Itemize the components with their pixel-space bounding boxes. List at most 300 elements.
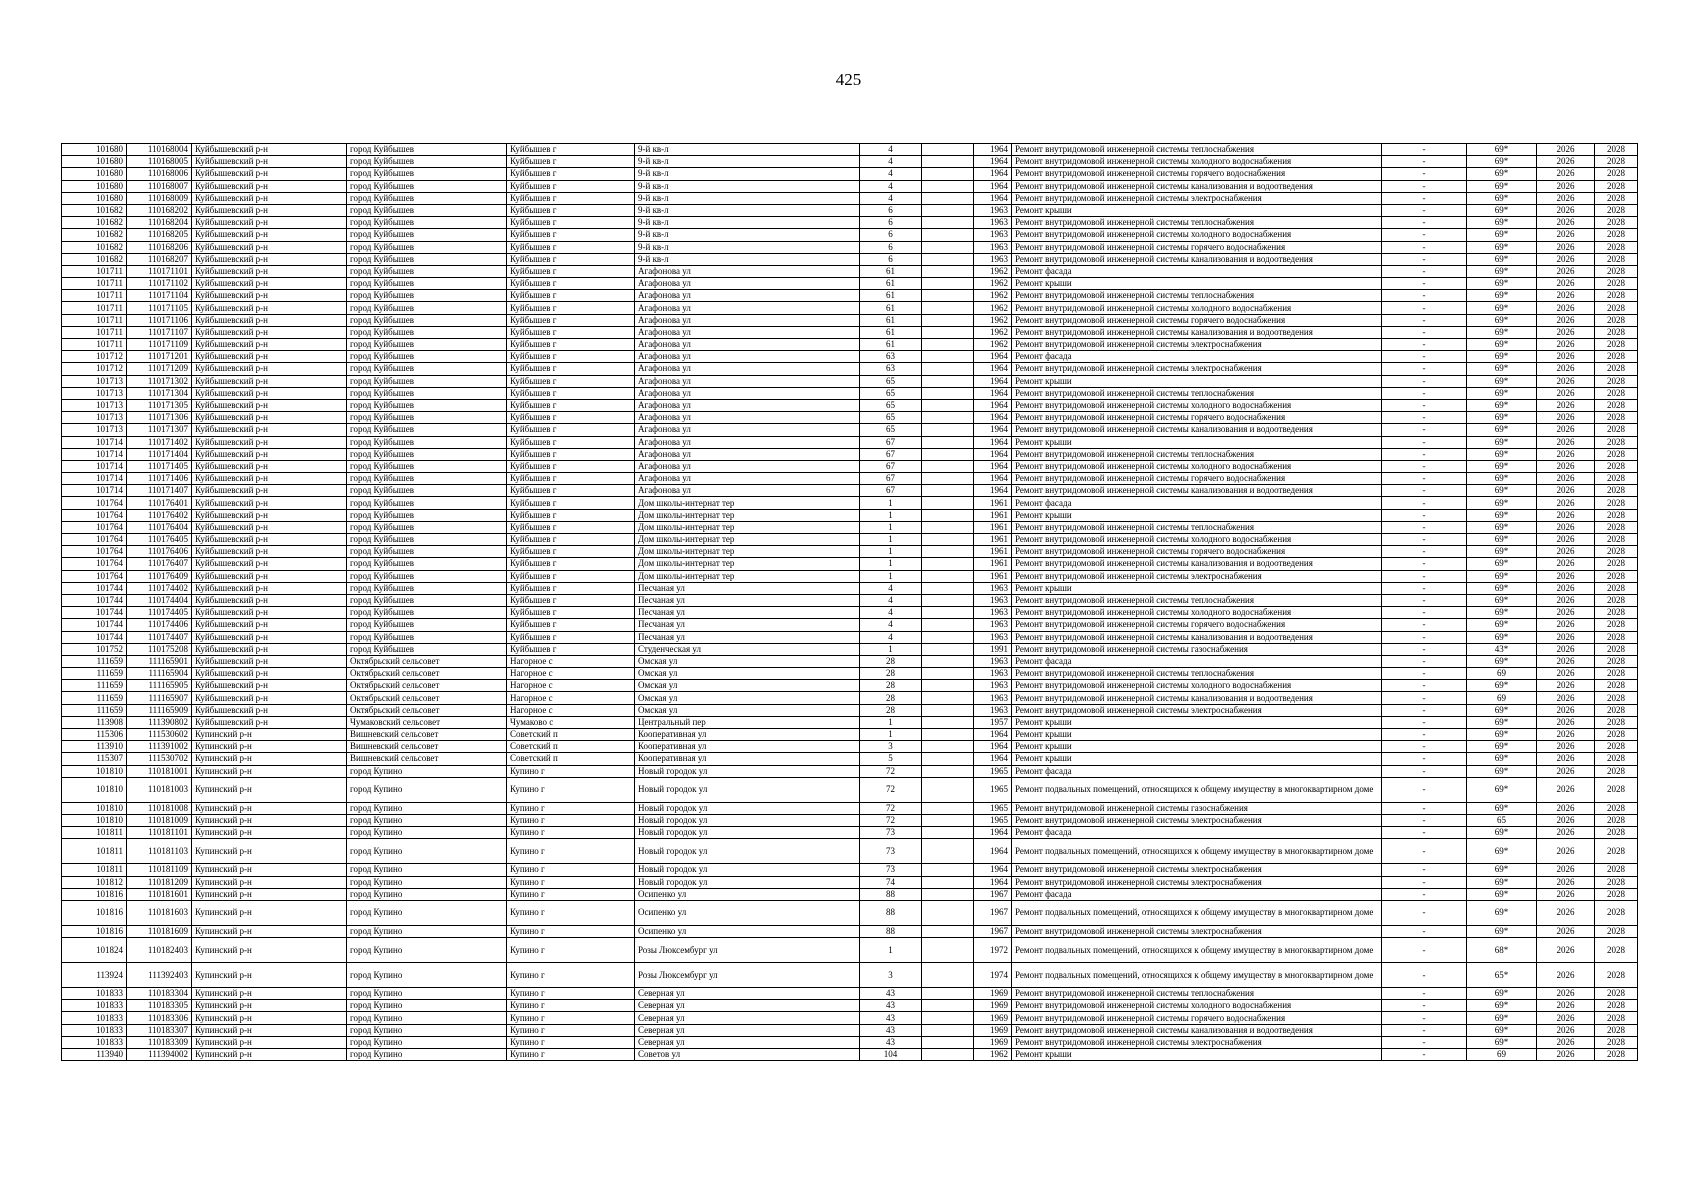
cell-plan-end-year: 2028 <box>1595 314 1638 326</box>
cell-house-number: 65 <box>860 399 922 411</box>
cell-street: Новый городок ул <box>635 765 860 777</box>
cell-year-built: 1961 <box>974 534 1012 546</box>
cell-year-built: 1961 <box>974 570 1012 582</box>
cell-wear-percent: 69* <box>1467 265 1537 277</box>
cell-municipality: Октябрьский сельсовет <box>347 680 507 692</box>
table-row <box>62 168 1638 180</box>
cell-settlement: Чумаково с <box>507 716 635 728</box>
cell-floor-area: - <box>1382 582 1467 594</box>
cell-plan-end-year: 2028 <box>1595 631 1638 643</box>
cell-plan-start-year: 2026 <box>1537 814 1595 826</box>
cell-work-type: Ремонт внутридомовой инженерной системы канализования и водоотведения <box>1012 424 1382 436</box>
cell-year-built: 1963 <box>974 204 1012 216</box>
cell-year-built: 1991 <box>974 643 1012 655</box>
cell-street: Осипенко ул <box>635 925 860 937</box>
table-row <box>62 963 1638 988</box>
cell-building <box>922 485 974 497</box>
cell-house-id: 101682 <box>62 204 127 216</box>
cell-year-built: 1965 <box>974 765 1012 777</box>
cell-settlement: Куйбышев г <box>507 509 635 521</box>
cell-wear-percent: 69* <box>1467 570 1537 582</box>
cell-district: Купинский р-н <box>192 802 347 814</box>
table-row <box>62 692 1638 704</box>
cell-year-built: 1969 <box>974 988 1012 1000</box>
cell-plan-end-year: 2028 <box>1595 375 1638 387</box>
cell-district: Купинский р-н <box>192 839 347 864</box>
cell-plan-start-year: 2026 <box>1537 265 1595 277</box>
cell-year-built: 1963 <box>974 680 1012 692</box>
cell-plan-end-year: 2028 <box>1595 253 1638 265</box>
cell-settlement: Куйбышев г <box>507 314 635 326</box>
cell-floor-area: - <box>1382 314 1467 326</box>
cell-plan-end-year: 2028 <box>1595 619 1638 631</box>
cell-work-type: Ремонт внутридомовой инженерной системы теплоснабжения <box>1012 448 1382 460</box>
table-row <box>62 351 1638 363</box>
cell-plan-start-year: 2026 <box>1537 424 1595 436</box>
cell-floor-area: - <box>1382 827 1467 839</box>
cell-work-id: 110168202 <box>127 204 192 216</box>
table-row <box>62 938 1638 963</box>
cell-work-type: Ремонт внутридомовой инженерной системы холодного водоснабжения <box>1012 534 1382 546</box>
cell-work-id: 110171106 <box>127 314 192 326</box>
cell-wear-percent: 69* <box>1467 741 1537 753</box>
cell-work-id: 110183309 <box>127 1036 192 1048</box>
cell-work-type: Ремонт внутридомовой инженерной системы канализования и водоотведения <box>1012 1024 1382 1036</box>
cell-district: Купинский р-н <box>192 1036 347 1048</box>
cell-work-id: 110168006 <box>127 168 192 180</box>
cell-work-id: 110183305 <box>127 1000 192 1012</box>
cell-plan-start-year: 2026 <box>1537 473 1595 485</box>
cell-plan-start-year: 2026 <box>1537 570 1595 582</box>
cell-floor-area: - <box>1382 1012 1467 1024</box>
cell-district: Куйбышевский р-н <box>192 180 347 192</box>
cell-municipality: город Куйбышев <box>347 582 507 594</box>
cell-settlement: Купино г <box>507 777 635 802</box>
cell-work-id: 110171302 <box>127 375 192 387</box>
cell-plan-start-year: 2026 <box>1537 217 1595 229</box>
table-row <box>62 278 1638 290</box>
cell-work-id: 110174405 <box>127 607 192 619</box>
cell-plan-start-year: 2026 <box>1537 888 1595 900</box>
cell-work-type: Ремонт внутридомовой инженерной системы электроснабжения <box>1012 864 1382 876</box>
cell-house-id: 101764 <box>62 570 127 582</box>
cell-work-id: 111165905 <box>127 680 192 692</box>
cell-house-number: 4 <box>860 582 922 594</box>
cell-house-number: 4 <box>860 594 922 606</box>
cell-work-id: 110181109 <box>127 864 192 876</box>
cell-municipality: город Купино <box>347 802 507 814</box>
cell-work-id: 110181101 <box>127 827 192 839</box>
cell-work-type: Ремонт фасада <box>1012 497 1382 509</box>
cell-plan-start-year: 2026 <box>1537 460 1595 472</box>
cell-wear-percent: 69* <box>1467 729 1537 741</box>
table-row <box>62 802 1638 814</box>
cell-building <box>922 339 974 351</box>
table-row <box>62 204 1638 216</box>
cell-floor-area: - <box>1382 180 1467 192</box>
cell-work-id: 110171402 <box>127 436 192 448</box>
cell-settlement: Нагорное с <box>507 668 635 680</box>
cell-wear-percent: 68* <box>1467 938 1537 963</box>
cell-plan-end-year: 2028 <box>1595 290 1638 302</box>
cell-house-id: 101711 <box>62 339 127 351</box>
cell-settlement: Куйбышев г <box>507 339 635 351</box>
cell-house-number: 4 <box>860 192 922 204</box>
cell-work-type: Ремонт внутридомовой инженерной системы холодного водоснабжения <box>1012 302 1382 314</box>
cell-house-id: 111659 <box>62 680 127 692</box>
cell-house-id: 111659 <box>62 692 127 704</box>
cell-house-id: 101682 <box>62 229 127 241</box>
cell-work-type: Ремонт внутридомовой инженерной системы холодного водоснабжения <box>1012 680 1382 692</box>
cell-plan-end-year: 2028 <box>1595 217 1638 229</box>
cell-year-built: 1962 <box>974 1049 1012 1061</box>
cell-plan-end-year: 2028 <box>1595 412 1638 424</box>
cell-work-id: 110171304 <box>127 387 192 399</box>
cell-building <box>922 963 974 988</box>
cell-plan-start-year: 2026 <box>1537 938 1595 963</box>
cell-building <box>922 777 974 802</box>
cell-plan-start-year: 2026 <box>1537 876 1595 888</box>
cell-house-number: 4 <box>860 156 922 168</box>
cell-year-built: 1963 <box>974 594 1012 606</box>
cell-building <box>922 424 974 436</box>
cell-work-type: Ремонт подвальных помещений, относящихся к общему имуществу в многоквартирном доме <box>1012 938 1382 963</box>
cell-plan-start-year: 2026 <box>1537 399 1595 411</box>
cell-year-built: 1957 <box>974 716 1012 728</box>
cell-year-built: 1969 <box>974 1036 1012 1048</box>
cell-building <box>922 278 974 290</box>
cell-floor-area: - <box>1382 876 1467 888</box>
cell-settlement: Советский п <box>507 729 635 741</box>
cell-building <box>922 534 974 546</box>
cell-district: Купинский р-н <box>192 988 347 1000</box>
cell-street: Центральный пер <box>635 716 860 728</box>
cell-house-number: 28 <box>860 680 922 692</box>
cell-plan-start-year: 2026 <box>1537 607 1595 619</box>
cell-plan-end-year: 2028 <box>1595 168 1638 180</box>
cell-floor-area: - <box>1382 814 1467 826</box>
cell-house-id: 113924 <box>62 963 127 988</box>
cell-wear-percent: 69* <box>1467 1012 1537 1024</box>
cell-work-id: 110176401 <box>127 497 192 509</box>
cell-street: Новый городок ул <box>635 827 860 839</box>
cell-settlement: Нагорное с <box>507 704 635 716</box>
cell-house-id: 101711 <box>62 326 127 338</box>
cell-work-id: 110168004 <box>127 144 192 156</box>
cell-street: 9-й кв-л <box>635 192 860 204</box>
cell-municipality: город Куйбышев <box>347 241 507 253</box>
cell-work-type: Ремонт внутридомовой инженерной системы холодного водоснабжения <box>1012 399 1382 411</box>
cell-plan-end-year: 2028 <box>1595 1012 1638 1024</box>
cell-building <box>922 314 974 326</box>
cell-work-id: 110171102 <box>127 278 192 290</box>
cell-settlement: Куйбышев г <box>507 144 635 156</box>
cell-settlement: Купино г <box>507 900 635 925</box>
cell-year-built: 1964 <box>974 156 1012 168</box>
cell-district: Куйбышевский р-н <box>192 156 347 168</box>
cell-municipality: город Куйбышев <box>347 387 507 399</box>
cell-house-number: 65 <box>860 375 922 387</box>
cell-street: Агафонова ул <box>635 473 860 485</box>
cell-plan-end-year: 2028 <box>1595 278 1638 290</box>
cell-plan-end-year: 2028 <box>1595 424 1638 436</box>
cell-plan-start-year: 2026 <box>1537 180 1595 192</box>
cell-work-type: Ремонт внутридомовой инженерной системы электроснабжения <box>1012 339 1382 351</box>
cell-floor-area: - <box>1382 802 1467 814</box>
cell-street: Агафонова ул <box>635 326 860 338</box>
cell-plan-start-year: 2026 <box>1537 655 1595 667</box>
cell-plan-end-year: 2028 <box>1595 399 1638 411</box>
table-row <box>62 314 1638 326</box>
cell-settlement: Советский п <box>507 753 635 765</box>
cell-municipality: город Куйбышев <box>347 546 507 558</box>
cell-house-number: 1 <box>860 643 922 655</box>
cell-work-id: 110182403 <box>127 938 192 963</box>
cell-building <box>922 814 974 826</box>
cell-street: Дом школы-интернат тер <box>635 570 860 582</box>
cell-building <box>922 473 974 485</box>
cell-plan-start-year: 2026 <box>1537 387 1595 399</box>
cell-floor-area: - <box>1382 607 1467 619</box>
table-row <box>62 509 1638 521</box>
cell-work-type: Ремонт внутридомовой инженерной системы теплоснабжения <box>1012 521 1382 533</box>
cell-house-id: 101810 <box>62 802 127 814</box>
cell-work-type: Ремонт фасада <box>1012 265 1382 277</box>
cell-floor-area: - <box>1382 631 1467 643</box>
cell-district: Купинский р-н <box>192 753 347 765</box>
cell-plan-end-year: 2028 <box>1595 570 1638 582</box>
cell-street: Новый городок ул <box>635 777 860 802</box>
cell-house-number: 6 <box>860 229 922 241</box>
cell-settlement: Куйбышев г <box>507 582 635 594</box>
cell-district: Куйбышевский р-н <box>192 302 347 314</box>
cell-wear-percent: 69* <box>1467 753 1537 765</box>
cell-house-number: 72 <box>860 777 922 802</box>
cell-street: Песчаная ул <box>635 619 860 631</box>
table-row <box>62 864 1638 876</box>
cell-municipality: город Куйбышев <box>347 339 507 351</box>
cell-municipality: город Куйбышев <box>347 497 507 509</box>
cell-year-built: 1963 <box>974 253 1012 265</box>
capital-repair-table <box>61 143 1638 1061</box>
cell-work-id: 110176405 <box>127 534 192 546</box>
cell-plan-end-year: 2028 <box>1595 692 1638 704</box>
cell-house-number: 6 <box>860 241 922 253</box>
cell-work-type: Ремонт внутридомовой инженерной системы горячего водоснабжения <box>1012 168 1382 180</box>
cell-work-id: 110176404 <box>127 521 192 533</box>
cell-plan-end-year: 2028 <box>1595 864 1638 876</box>
cell-settlement: Купино г <box>507 827 635 839</box>
cell-settlement: Куйбышев г <box>507 497 635 509</box>
cell-street: 9-й кв-л <box>635 156 860 168</box>
cell-work-type: Ремонт внутридомовой инженерной системы теплоснабжения <box>1012 988 1382 1000</box>
cell-wear-percent: 69* <box>1467 1000 1537 1012</box>
cell-plan-end-year: 2028 <box>1595 876 1638 888</box>
cell-district: Куйбышевский р-н <box>192 217 347 229</box>
cell-settlement: Куйбышев г <box>507 156 635 168</box>
cell-floor-area: - <box>1382 485 1467 497</box>
cell-floor-area: - <box>1382 387 1467 399</box>
cell-year-built: 1964 <box>974 473 1012 485</box>
cell-house-number: 28 <box>860 655 922 667</box>
cell-floor-area: - <box>1382 156 1467 168</box>
cell-plan-start-year: 2026 <box>1537 802 1595 814</box>
cell-district: Купинский р-н <box>192 814 347 826</box>
cell-municipality: город Куйбышев <box>347 534 507 546</box>
cell-house-id: 101682 <box>62 253 127 265</box>
cell-house-number: 67 <box>860 460 922 472</box>
cell-settlement: Куйбышев г <box>507 570 635 582</box>
cell-wear-percent: 69* <box>1467 339 1537 351</box>
cell-municipality: город Купино <box>347 876 507 888</box>
cell-work-type: Ремонт внутридомовой инженерной системы канализования и водоотведения <box>1012 692 1382 704</box>
cell-street: Северная ул <box>635 1024 860 1036</box>
cell-floor-area: - <box>1382 643 1467 655</box>
cell-street: 9-й кв-л <box>635 144 860 156</box>
cell-plan-start-year: 2026 <box>1537 302 1595 314</box>
cell-house-number: 61 <box>860 278 922 290</box>
cell-house-id: 113940 <box>62 1049 127 1061</box>
cell-year-built: 1965 <box>974 814 1012 826</box>
cell-settlement: Куйбышев г <box>507 217 635 229</box>
cell-house-id: 101811 <box>62 864 127 876</box>
cell-work-type: Ремонт внутридомовой инженерной системы канализования и водоотведения <box>1012 180 1382 192</box>
cell-street: Розы Люксембург ул <box>635 963 860 988</box>
cell-municipality: город Купино <box>347 988 507 1000</box>
cell-floor-area: - <box>1382 680 1467 692</box>
cell-plan-start-year: 2026 <box>1537 1024 1595 1036</box>
cell-building <box>922 253 974 265</box>
cell-building <box>922 387 974 399</box>
cell-plan-start-year: 2026 <box>1537 412 1595 424</box>
cell-year-built: 1964 <box>974 753 1012 765</box>
cell-wear-percent: 69* <box>1467 217 1537 229</box>
cell-street: 9-й кв-л <box>635 217 860 229</box>
cell-building <box>922 888 974 900</box>
cell-floor-area: - <box>1382 375 1467 387</box>
cell-street: Новый городок ул <box>635 876 860 888</box>
cell-building <box>922 546 974 558</box>
cell-wear-percent: 69* <box>1467 900 1537 925</box>
cell-settlement: Купино г <box>507 925 635 937</box>
cell-year-built: 1961 <box>974 497 1012 509</box>
cell-municipality: город Купино <box>347 814 507 826</box>
cell-settlement: Куйбышев г <box>507 229 635 241</box>
cell-district: Куйбышевский р-н <box>192 204 347 216</box>
cell-work-id: 110181001 <box>127 765 192 777</box>
cell-house-number: 43 <box>860 1012 922 1024</box>
cell-wear-percent: 69* <box>1467 253 1537 265</box>
cell-floor-area: - <box>1382 729 1467 741</box>
cell-house-id: 101764 <box>62 497 127 509</box>
cell-municipality: город Куйбышев <box>347 168 507 180</box>
cell-work-id: 110171201 <box>127 351 192 363</box>
cell-house-number: 3 <box>860 963 922 988</box>
cell-floor-area: - <box>1382 253 1467 265</box>
cell-district: Куйбышевский р-н <box>192 643 347 655</box>
cell-district: Куйбышевский р-н <box>192 168 347 180</box>
cell-work-type: Ремонт внутридомовой инженерной системы канализования и водоотведения <box>1012 326 1382 338</box>
cell-house-id: 101682 <box>62 241 127 253</box>
cell-municipality: город Купино <box>347 1024 507 1036</box>
cell-wear-percent: 69* <box>1467 558 1537 570</box>
cell-house-number: 43 <box>860 1036 922 1048</box>
cell-year-built: 1964 <box>974 827 1012 839</box>
cell-district: Куйбышевский р-н <box>192 558 347 570</box>
cell-house-number: 67 <box>860 473 922 485</box>
cell-year-built: 1964 <box>974 375 1012 387</box>
cell-floor-area: - <box>1382 1000 1467 1012</box>
cell-house-number: 88 <box>860 925 922 937</box>
cell-house-id: 101711 <box>62 302 127 314</box>
cell-year-built: 1964 <box>974 839 1012 864</box>
cell-work-id: 110171209 <box>127 363 192 375</box>
cell-district: Куйбышевский р-н <box>192 582 347 594</box>
cell-street: Песчаная ул <box>635 631 860 643</box>
cell-building <box>922 692 974 704</box>
cell-district: Купинский р-н <box>192 765 347 777</box>
cell-street: Кооперативная ул <box>635 753 860 765</box>
cell-wear-percent: 69 <box>1467 668 1537 680</box>
cell-plan-end-year: 2028 <box>1595 777 1638 802</box>
cell-plan-end-year: 2028 <box>1595 668 1638 680</box>
cell-house-id: 101744 <box>62 594 127 606</box>
table-row <box>62 631 1638 643</box>
cell-work-id: 110183307 <box>127 1024 192 1036</box>
cell-wear-percent: 69* <box>1467 460 1537 472</box>
cell-house-id: 101764 <box>62 546 127 558</box>
cell-work-id: 110171407 <box>127 485 192 497</box>
cell-house-id: 101713 <box>62 375 127 387</box>
cell-settlement: Нагорное с <box>507 692 635 704</box>
cell-wear-percent: 69* <box>1467 363 1537 375</box>
cell-wear-percent: 69* <box>1467 412 1537 424</box>
cell-house-id: 101714 <box>62 485 127 497</box>
cell-municipality: город Купино <box>347 864 507 876</box>
cell-settlement: Куйбышев г <box>507 326 635 338</box>
cell-municipality: город Куйбышев <box>347 278 507 290</box>
cell-wear-percent: 69* <box>1467 765 1537 777</box>
cell-street: Дом школы-интернат тер <box>635 521 860 533</box>
cell-plan-end-year: 2028 <box>1595 448 1638 460</box>
cell-house-id: 101811 <box>62 839 127 864</box>
cell-settlement: Куйбышев г <box>507 412 635 424</box>
cell-street: Дом школы-интернат тер <box>635 497 860 509</box>
table-row <box>62 217 1638 229</box>
cell-plan-end-year: 2028 <box>1595 558 1638 570</box>
cell-street: Омская ул <box>635 692 860 704</box>
table-row <box>62 570 1638 582</box>
cell-house-id: 101714 <box>62 473 127 485</box>
cell-house-number: 61 <box>860 339 922 351</box>
table-row <box>62 387 1638 399</box>
cell-house-number: 104 <box>860 1049 922 1061</box>
cell-district: Купинский р-н <box>192 938 347 963</box>
cell-municipality: город Куйбышев <box>347 521 507 533</box>
cell-work-id: 110171109 <box>127 339 192 351</box>
cell-house-number: 65 <box>860 424 922 436</box>
cell-district: Куйбышевский р-н <box>192 290 347 302</box>
cell-year-built: 1963 <box>974 692 1012 704</box>
cell-floor-area: - <box>1382 839 1467 864</box>
cell-building <box>922 864 974 876</box>
cell-house-number: 73 <box>860 839 922 864</box>
cell-house-number: 4 <box>860 144 922 156</box>
cell-work-type: Ремонт внутридомовой инженерной системы горячего водоснабжения <box>1012 546 1382 558</box>
table-row <box>62 144 1638 156</box>
cell-year-built: 1969 <box>974 1012 1012 1024</box>
cell-building <box>922 399 974 411</box>
